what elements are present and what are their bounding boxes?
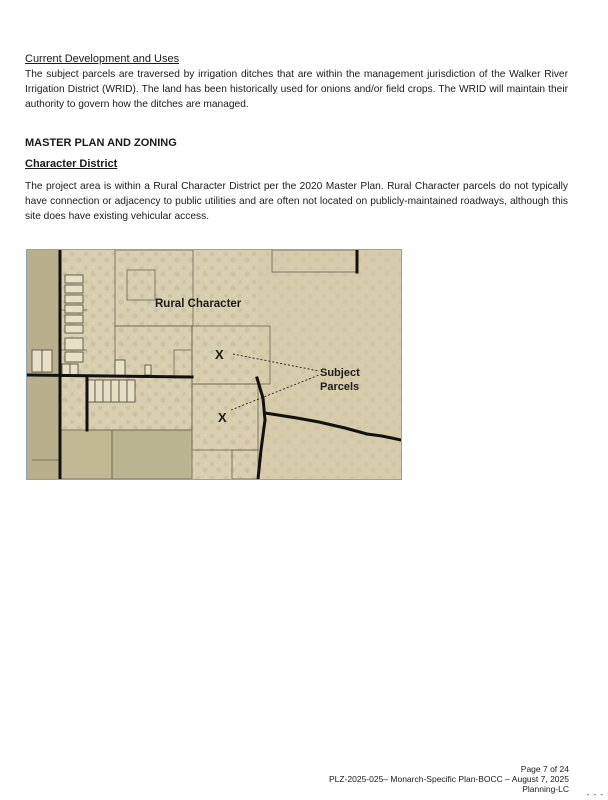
master-plan-heading: MASTER PLAN AND ZONING xyxy=(25,137,177,149)
parcel-marker-1: X xyxy=(215,347,224,362)
map-graphic xyxy=(27,250,401,479)
subject-label-line2: Parcels xyxy=(320,381,360,393)
character-district-map xyxy=(26,249,402,480)
parcel-marker-2: X xyxy=(218,410,227,425)
character-district-heading: Character District xyxy=(25,158,118,170)
footer-page-number: Page 7 of 24 xyxy=(520,764,569,774)
corner-mark: - - - xyxy=(586,790,604,799)
subject-label-line1: Subject xyxy=(320,367,360,379)
character-district-paragraph: The project area is within a Rural Character District per the 2020 Master Plan. Rural Character parcels do not typically have connection or adjacency to public utilities and are often not located on publicly-maintained roadways, although this site does have existing vehicular access. xyxy=(25,181,568,222)
current-development-paragraph: The subject parcels are traversed by irrigation ditches that are within the management jurisdiction of the Walker River Irrigation District (WRID). The land has been historically used for onions and/or field crops. The WRID will maintain their authority to govern how the ditches are managed. xyxy=(25,69,568,110)
open-land-right xyxy=(257,250,401,479)
footer-department: Planning-LC xyxy=(522,784,569,794)
rural-character-label: Rural Character xyxy=(155,298,242,310)
page-footer xyxy=(329,764,569,794)
current-development-heading: Current Development and Uses xyxy=(25,53,180,65)
field-bottom-mid xyxy=(112,430,192,479)
footer-reference: PLZ-2025-025– Monarch-Specific Plan-BOCC – August 7, 2025 xyxy=(328,774,569,784)
